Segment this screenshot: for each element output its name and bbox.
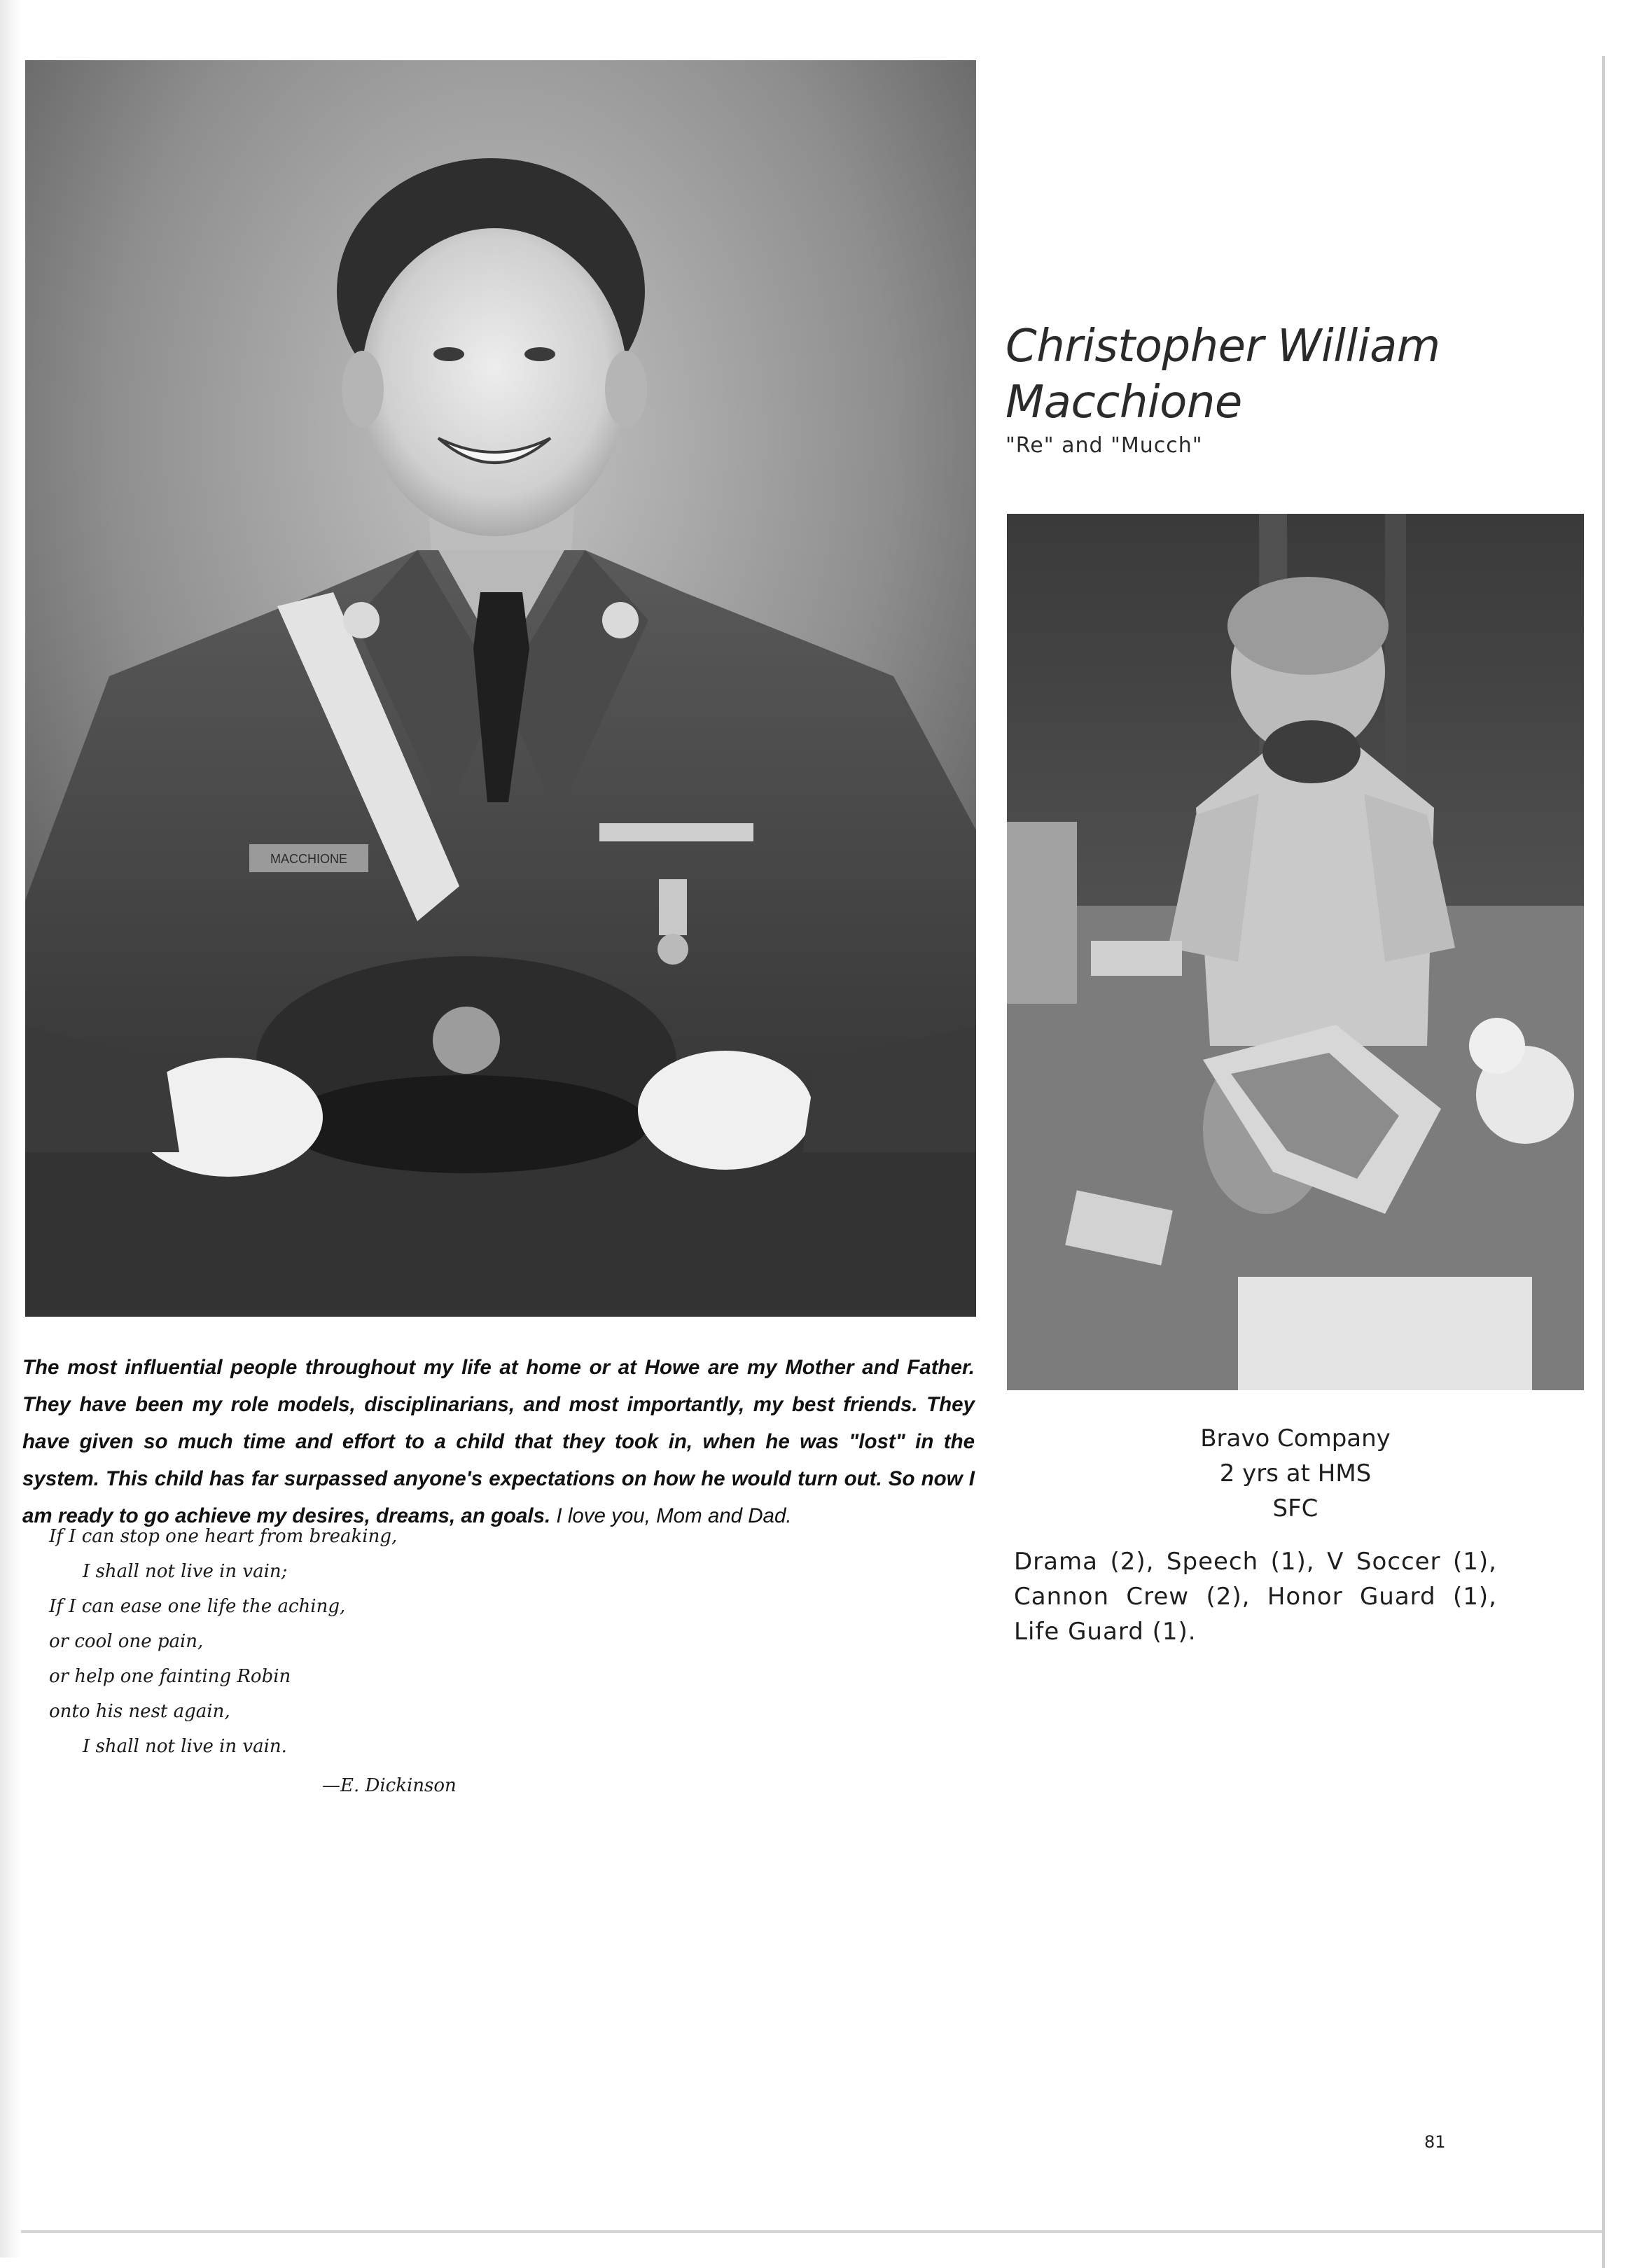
childhood-photo bbox=[1007, 514, 1584, 1390]
portrait-nameplate-text: MACCHIONE bbox=[270, 852, 348, 866]
poem-line: or cool one pain, bbox=[49, 1631, 204, 1652]
poem-attribution: —E. Dickinson bbox=[322, 1775, 457, 1796]
poem-line: If I can ease one life the aching, bbox=[49, 1596, 346, 1617]
cadet-portrait-illustration bbox=[25, 60, 976, 1317]
student-last-name: Macchione bbox=[1006, 377, 1242, 428]
poem-line: If I can stop one heart from breaking, bbox=[49, 1526, 398, 1547]
student-info bbox=[1007, 1421, 1584, 1526]
poem-line: I shall not live in vain. bbox=[83, 1736, 287, 1757]
page-edge-right bbox=[1602, 56, 1605, 2268]
student-name-block bbox=[1006, 318, 1580, 458]
statement-main: The most influential people throughout my life at home or at Howe are my Mother and Father. They have been my role models, disciplinarians, and most importantly, my best friends. They have given so much time and effort to a child that they took in, when he was "lost" in the system. This child has far surpassed anyone's expectations on how he would turn out. So now I am ready to go achieve my desires, dreams, an goals. bbox=[22, 1356, 975, 1527]
student-nicknames: "Re" and "Mucch" bbox=[1006, 433, 1203, 458]
statement-closing: I love you, Mom and Dad. bbox=[550, 1504, 792, 1527]
years-at-school: 2 yrs at HMS bbox=[1219, 1460, 1372, 1488]
senior-statement bbox=[22, 1349, 975, 1534]
rank: SFC bbox=[1272, 1494, 1319, 1522]
activities-list: Drama (2), Speech (1), V Soccer (1), Cannon Crew (2), Honor Guard (1), Life Guard (1). bbox=[1014, 1548, 1497, 1646]
scan-shadow bbox=[0, 0, 21, 2258]
page-number: 81 bbox=[1424, 2132, 1446, 2152]
poem-line: onto his nest again, bbox=[49, 1701, 230, 1722]
company: Bravo Company bbox=[1200, 1424, 1391, 1452]
poem-line: or help one fainting Robin bbox=[49, 1666, 291, 1687]
poem bbox=[49, 1519, 679, 1803]
page-edge-bottom bbox=[21, 2230, 1602, 2233]
poem-line: I shall not live in vain; bbox=[83, 1561, 288, 1582]
childhood-photo-illustration bbox=[1007, 514, 1584, 1390]
student-first-middle-name: Christopher William bbox=[1006, 321, 1440, 372]
cadet-portrait-photo bbox=[25, 60, 976, 1317]
